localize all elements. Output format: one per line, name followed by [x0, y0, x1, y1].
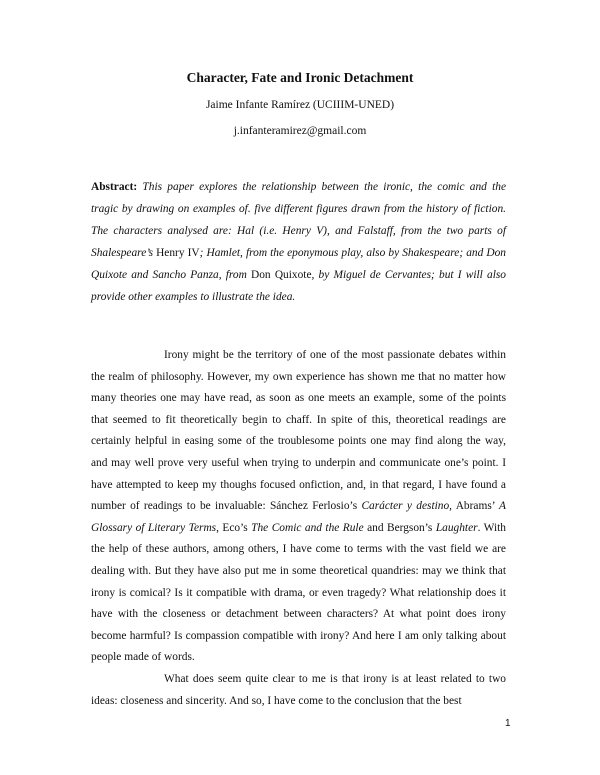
- book-title: The Comic and the Rule: [251, 521, 364, 534]
- paper-title: Character, Fate and Ironic Detachment: [186, 70, 414, 85]
- page-number: 1: [505, 718, 511, 729]
- author-line: Jaime Infante Ramírez (UCIIIM-UNED): [205, 99, 395, 111]
- abstract: [91, 176, 506, 308]
- book-title: A Glossary of Literary Terms: [91, 500, 506, 534]
- paragraph-text: Irony might be the territory of one of the most passionate debates within the realm of philosophy. However, my own experience has shown me that no matter how many theories one may have read, as soon as one meets an example, some of the points that seemed to fit theoretically begin to chaff. In spite of this, theoretical readings are certainly helpful in easing some of the troublesome points one may find along the way, and may well prove very useful when trying to underpin and communicate one’s point. I have attempted to keep my thoughs focused onfiction, and, in that regard, I have found a number of readings to be invaluable: Sánchez Ferlosio’s: [91, 349, 506, 513]
- paragraph-text: . With the help of these authors, among others, I have come to terms with the vast field we are dealing with. But they have also put me in some theoretical quandries: may we think that irony is comical? Is it compatible with drama, or even tragedy? What relationship does it have with the closeness or detachment between characters? At what point does irony become harmful? Is compassion compatible with irony? And here I am only talking about people made of words.: [91, 521, 507, 664]
- paragraph: [91, 669, 506, 712]
- abstract-label: Abstract:: [91, 181, 138, 193]
- book-title: Carácter y destino: [361, 500, 450, 513]
- abstract-text: , by Miguel de Cervantes; but I will also provide other examples to illustrate the idea.: [91, 269, 506, 303]
- abstract-text: This paper explores the relationship between the ironic, the comic and the tragic by drawing on examples of. five different figures drawn from the history of fiction. The characters analysed are: Hal (i.e. Henry V), and Falstaff, from the two parts of Shalespeare’s: [91, 181, 506, 259]
- body-text: [91, 345, 506, 712]
- abstract-text: Don Quixote: [251, 269, 312, 281]
- paragraph: [91, 345, 506, 669]
- paragraph-text: , Eco’s: [216, 521, 252, 534]
- paragraph-text: , Abrams’: [449, 500, 500, 513]
- paragraph-text: What does seem quite clear to me is that irony is at least related to two ideas: closeness and sincerity. And so, I have come to the conclusion that the best: [91, 672, 506, 707]
- author-email: j.infanteramirez@gmail.com: [233, 125, 367, 137]
- abstract-text: ; Hamlet, from the eponymous play, also by Shakespeare; and Don Quixote and Sancho Panza, from: [91, 247, 506, 281]
- paragraph-text: and Bergson’s: [363, 521, 436, 534]
- abstract-text: Henry IV: [156, 247, 200, 259]
- book-title: Laughter: [435, 521, 478, 534]
